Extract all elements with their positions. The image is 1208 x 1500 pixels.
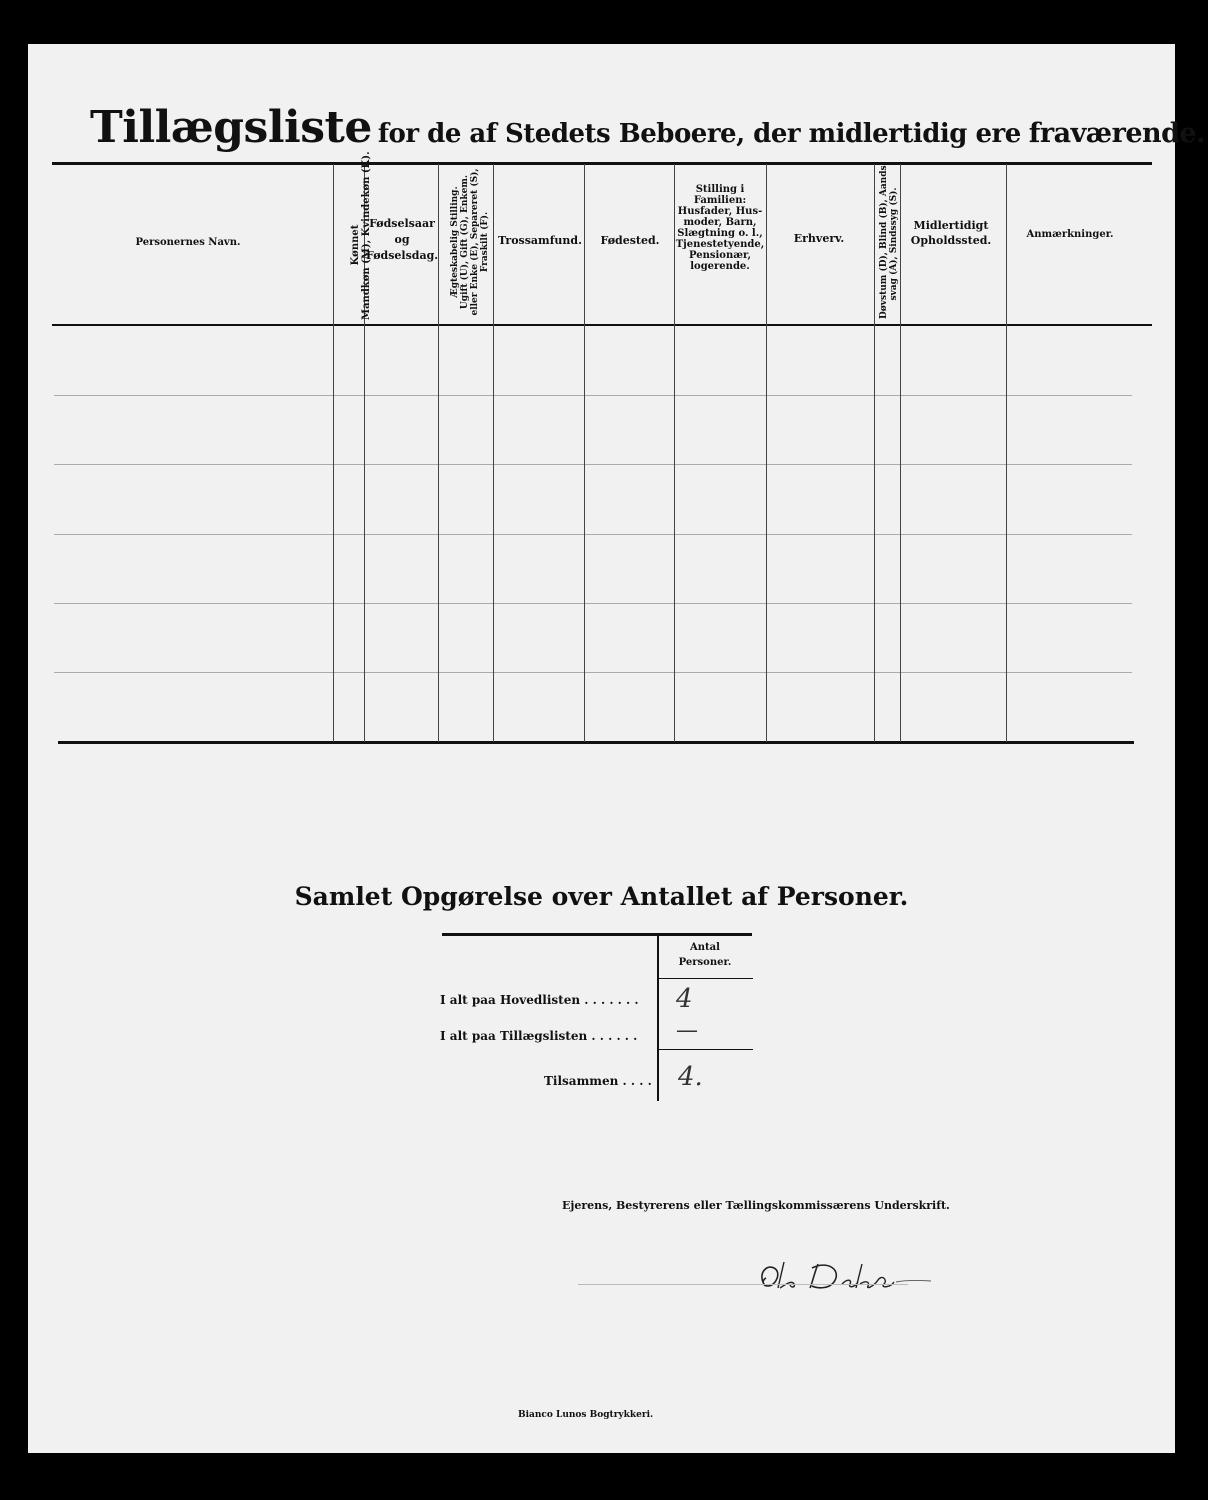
col-header-marital-label: Ægteskabelig Stilling. Ugift (U), Gift (G), Enkem. eller Enke (E), Separeret (S), Fraskilt (F). <box>450 168 490 316</box>
row-divider <box>54 395 1132 396</box>
col-header-name: Personernes Navn. <box>135 237 241 248</box>
summary-column-header: Antal Personer. <box>678 942 732 968</box>
form-title-emphasis: fraværende. <box>1028 118 1206 149</box>
col-header-gender-label: Kønnet Mandkøn (M), Kvindekøn (K). <box>350 151 372 320</box>
summary-row-rule <box>657 1049 753 1050</box>
col-header-birth: Fødselsaar og Fødselsdag. <box>366 217 439 262</box>
column-divider <box>438 164 439 742</box>
col-header-disability <box>879 161 899 319</box>
printer-imprint: Bianco Lunos Bogtrykkeri. <box>518 1410 654 1420</box>
column-divider <box>766 164 767 742</box>
col-header-religion: Trossamfund. <box>498 234 582 247</box>
table-top-rule <box>52 162 1152 165</box>
column-divider <box>333 164 334 742</box>
row-divider <box>54 534 1132 535</box>
summary-label-supplementary-list: I alt paa Tillægslisten . . . . . . <box>440 1029 638 1043</box>
column-divider <box>584 164 585 742</box>
row-divider <box>54 672 1132 673</box>
summary-header-rule <box>657 978 753 979</box>
row-divider <box>54 603 1132 604</box>
column-divider <box>900 164 901 742</box>
table-bottom-rule <box>58 741 1134 744</box>
col-header-occupation: Erhverv. <box>793 232 845 245</box>
row-divider <box>54 464 1132 465</box>
form-title-subtitle: for de af Stedets Beboere, der midlertidig ere <box>377 119 1021 149</box>
summary-value-supplementary-list: — <box>676 1018 698 1043</box>
signature-label: Ejerens, Bestyrerens eller Tællingskommissærens Underskrift. <box>562 1199 950 1212</box>
col-header-disability-label: Døvstum (D), Blind (B), Aands- svag (A), Sindssyg (S). <box>879 161 899 319</box>
column-divider <box>493 164 494 742</box>
signature <box>756 1254 936 1308</box>
summary-value-total: 4. <box>678 1062 703 1092</box>
summary-value-main-list: 4 <box>676 984 693 1014</box>
table-header-rule <box>52 324 1152 326</box>
form-title <box>90 102 1205 153</box>
col-header-marital <box>450 162 490 322</box>
census-form <box>28 44 1206 1453</box>
summary-label-main-list: I alt paa Hovedlisten . . . . . . . <box>440 993 639 1007</box>
col-header-family-position: Stilling i Familien: Husfader, Hus- moder, Barn, Slægtning o. l., Tjenestetyende, Pensionær, logerende. <box>675 184 765 272</box>
summary-label-total: Tilsammen . . . . <box>544 1074 652 1088</box>
handwritten-signature-graphic <box>756 1254 936 1304</box>
signature-line <box>578 1284 908 1285</box>
summary-top-rule <box>442 933 752 936</box>
form-title-main: Tillægsliste <box>90 102 372 153</box>
summary-title: Samlet Opgørelse over Antallet af Personer. <box>294 882 909 911</box>
col-header-birthplace: Fødested. <box>600 234 660 247</box>
col-header-temp-residence: Midlertidigt Opholdssted. <box>910 219 992 247</box>
column-divider <box>874 164 875 742</box>
summary-vertical-rule <box>657 935 659 1101</box>
column-divider <box>1006 164 1007 742</box>
col-header-remarks: Anmærkninger. <box>1026 229 1114 240</box>
